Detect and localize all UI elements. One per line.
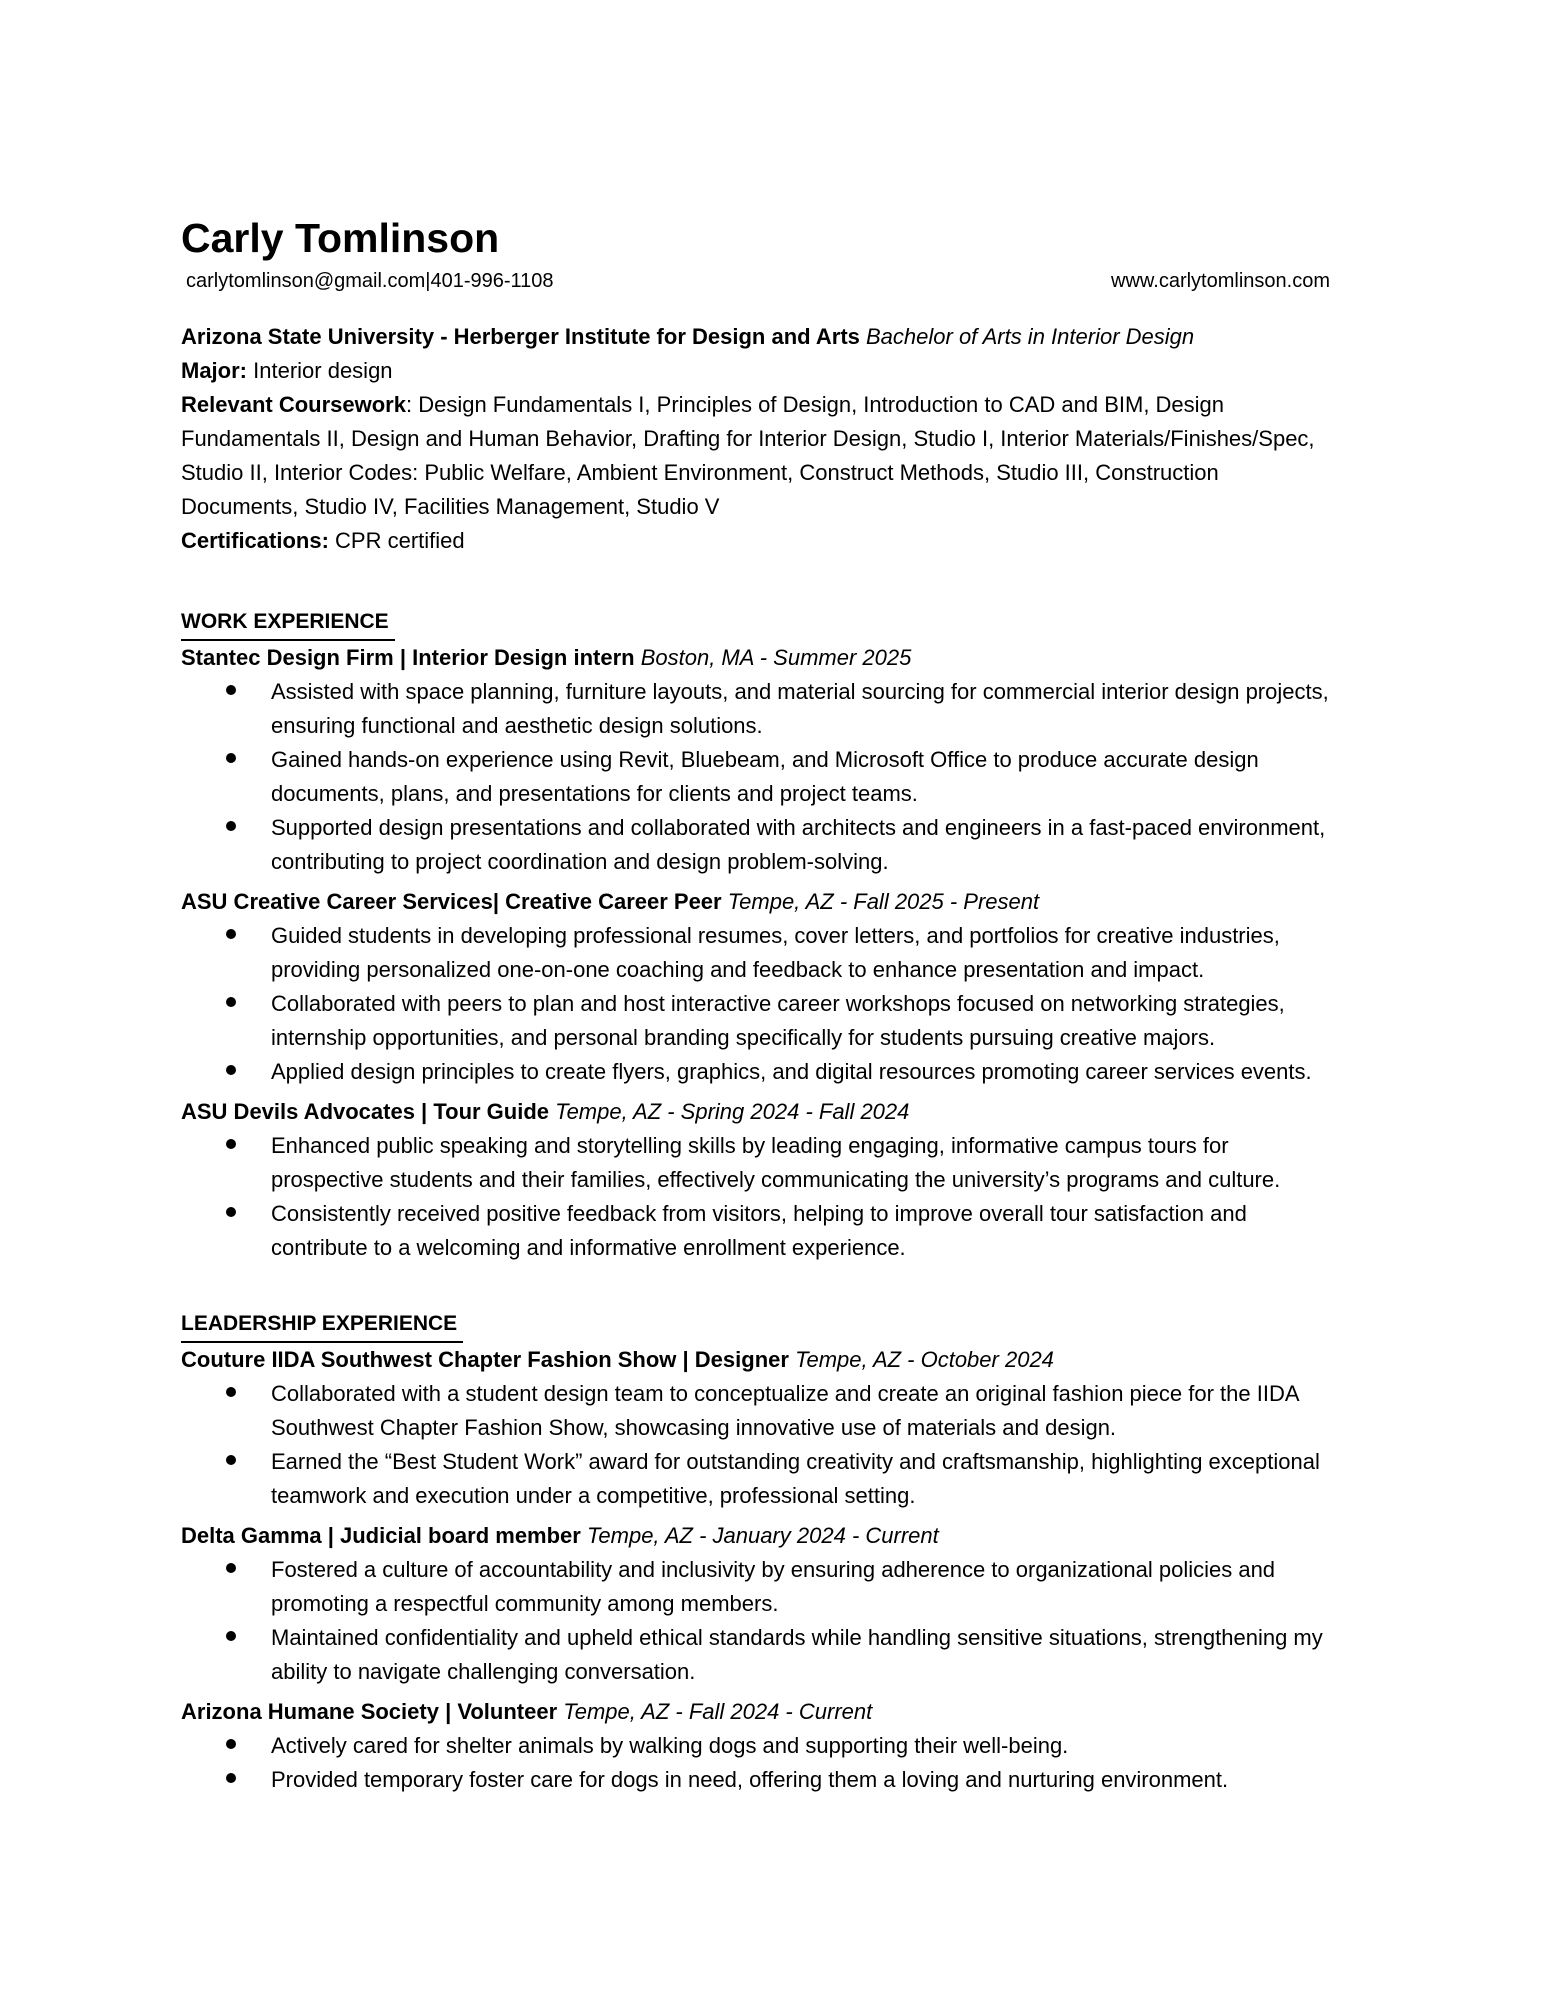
job-bullets (181, 1553, 1331, 1689)
certifications-line (181, 524, 1331, 558)
list-item (181, 919, 1331, 987)
bullet-text: Applied design principles to create flyers, graphics, and digital resources promoting career services events. (271, 1059, 1312, 1084)
bullet-text: Collaborated with peers to plan and host interactive career workshops focused on networking strategies, internship opportunities, and personal branding specifically for students pursuing creative majors. (271, 991, 1285, 1050)
bullet-icon (226, 1563, 236, 1573)
bullet-icon (226, 1773, 236, 1783)
education-section (181, 320, 1331, 558)
job-meta: Tempe, AZ - Fall 2025 - Present (727, 889, 1040, 914)
coursework-line (181, 388, 1331, 524)
job-meta: Boston, MA - Summer 2025 (640, 645, 912, 670)
bullet-text: Fostered a culture of accountability and inclusivity by ensuring adherence to organizational policies and promoting a respectful community among members. (271, 1557, 1276, 1616)
website-link[interactable]: www.carlytomlinson.com (1111, 270, 1330, 292)
bullet-text: Earned the “Best Student Work” award for outstanding creativity and craftsmanship, highlighting exceptional teamwork and execution under a competitive, professional setting. (271, 1449, 1320, 1508)
job-bullets (181, 1377, 1331, 1513)
job-title-line (181, 1343, 1331, 1377)
job-title: ASU Creative Career Services| Creative Career Peer (181, 889, 722, 914)
job-title: Delta Gamma | Judicial board member (181, 1523, 581, 1548)
bullet-text: Guided students in developing professional resumes, cover letters, and portfolios for creative industries, providing personalized one-on-one coaching and feedback to enhance presentation and impact. (271, 923, 1280, 982)
job-bullets (181, 1729, 1331, 1797)
coursework-value: : Design Fundamentals I, Principles of Design, Introduction to CAD and BIM, Design Fundamentals II, Design and Human Behavior, Drafting for Interior Design, Studio I, Interior Materials/Finishes/Spec, Studio II, Interior Codes: Public Welfare, Ambient Environment, Construct Methods, Studio III, Construction Documents, Studio IV, Facilities Management, Studio V (181, 392, 1315, 519)
job-title-line (181, 885, 1331, 919)
major-label: Major: (181, 358, 247, 383)
leadership-experience-heading: LEADERSHIP EXPERIENCE (181, 1307, 463, 1343)
list-item (181, 1763, 1331, 1797)
bullet-text: Enhanced public speaking and storytelling skills by leading engaging, informative campus tours for prospective students and their families, effectively communicating the university’s programs and culture. (271, 1133, 1281, 1192)
contact-info: carlytomlinson@gmail.com|401-996-1108 (186, 270, 554, 292)
job-title: Arizona Humane Society | Volunteer (181, 1699, 558, 1724)
leadership-experience-section (181, 1306, 1331, 1803)
bullet-icon (226, 1631, 236, 1641)
bullet-icon (226, 1387, 236, 1397)
job-title-line (181, 641, 1331, 675)
job-title: ASU Devils Advocates | Tour Guide (181, 1099, 550, 1124)
bullet-icon (226, 1065, 236, 1075)
list-item (181, 1055, 1331, 1089)
list-item (181, 1197, 1331, 1265)
list-item (181, 675, 1331, 743)
bullet-icon (226, 929, 236, 939)
job-title: Couture IIDA Southwest Chapter Fashion Show | Designer (181, 1347, 789, 1372)
job-meta: Tempe, AZ - January 2024 - Current (586, 1523, 939, 1548)
job-meta: Tempe, AZ - Fall 2024 - Current (563, 1699, 873, 1724)
job-bullets (181, 919, 1331, 1089)
job-title-line (181, 1695, 1331, 1729)
bullet-text: Gained hands-on experience using Revit, Bluebeam, and Microsoft Office to produce accurate design documents, plans, and presentations for clients and project teams. (271, 747, 1259, 806)
list-item (181, 1553, 1331, 1621)
list-item (181, 743, 1331, 811)
list-item (181, 1621, 1331, 1689)
job-title-line (181, 1095, 1331, 1129)
bullet-icon (226, 821, 236, 831)
job-meta: Tempe, AZ - Spring 2024 - Fall 2024 (555, 1099, 910, 1124)
bullet-icon (226, 753, 236, 763)
coursework-label: Relevant Coursework (181, 392, 406, 417)
bullet-icon (226, 1139, 236, 1149)
bullet-text: Maintained confidentiality and upheld ethical standards while handling sensitive situations, strengthening my ability to navigate challenging conversation. (271, 1625, 1323, 1684)
bullet-icon (226, 1739, 236, 1749)
list-item (181, 1129, 1331, 1197)
degree: Bachelor of Arts in Interior Design (866, 324, 1195, 349)
bullet-text: Supported design presentations and collaborated with architects and engineers in a fast-paced environment, contributing to project coordination and design problem-solving. (271, 815, 1326, 874)
list-item (181, 811, 1331, 879)
list-item (181, 1729, 1331, 1763)
bullet-icon (226, 1207, 236, 1217)
list-item (181, 1377, 1331, 1445)
certifications-value: CPR certified (335, 528, 465, 553)
list-item (181, 1445, 1331, 1513)
major-value: Interior design (253, 358, 393, 383)
candidate-name: Carly Tomlinson (181, 215, 500, 261)
bullet-icon (226, 1455, 236, 1465)
certifications-label: Certifications: (181, 528, 329, 553)
bullet-icon (226, 685, 236, 695)
list-item (181, 987, 1331, 1055)
major-line (181, 354, 1331, 388)
job-title: Stantec Design Firm | Interior Design intern (181, 645, 635, 670)
bullet-text: Consistently received positive feedback from visitors, helping to improve overall tour satisfaction and contribute to a welcoming and informative enrollment experience. (271, 1201, 1247, 1260)
work-experience-heading: WORK EXPERIENCE (181, 605, 395, 641)
school-name: Arizona State University - Herberger Institute for Design and Arts (181, 324, 860, 349)
job-meta: Tempe, AZ - October 2024 (795, 1347, 1054, 1372)
job-bullets (181, 675, 1331, 879)
bullet-icon (226, 997, 236, 1007)
bullet-text: Assisted with space planning, furniture layouts, and material sourcing for commercial interior design projects, ensuring functional and aesthetic design solutions. (271, 679, 1329, 738)
job-title-line (181, 1519, 1331, 1553)
job-bullets (181, 1129, 1331, 1265)
work-experience-section (181, 604, 1331, 1271)
bullet-text: Collaborated with a student design team to conceptualize and create an original fashion piece for the IIDA Southwest Chapter Fashion Show, showcasing innovative use of materials and design. (271, 1381, 1299, 1440)
bullet-text: Actively cared for shelter animals by walking dogs and supporting their well-being. (271, 1733, 1069, 1758)
education-school-line (181, 320, 1331, 354)
bullet-text: Provided temporary foster care for dogs in need, offering them a loving and nurturing environment. (271, 1767, 1229, 1792)
